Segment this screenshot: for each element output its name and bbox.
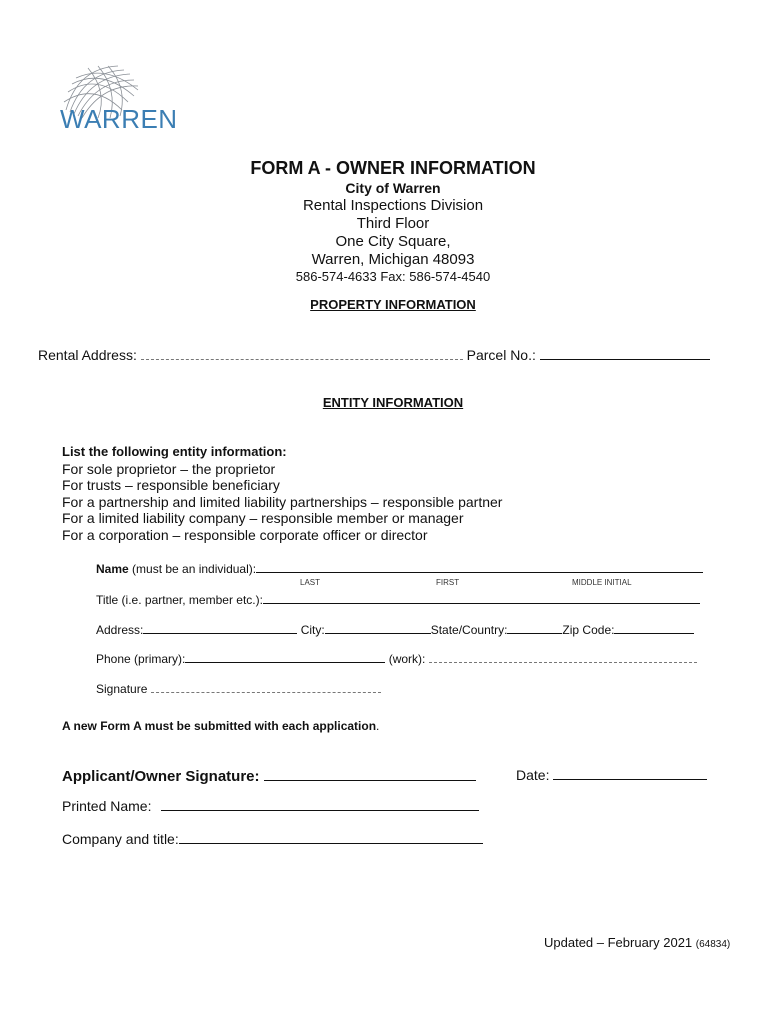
name-label: Name	[96, 562, 129, 576]
signature-field[interactable]	[151, 678, 381, 693]
company-title-field[interactable]	[179, 829, 483, 844]
phone-primary-label: Phone (primary):	[96, 652, 186, 666]
street-line: One City Square,	[335, 233, 451, 250]
zip-field[interactable]	[614, 619, 694, 634]
warren-logo	[58, 62, 223, 137]
form-title: FORM A - OWNER INFORMATION	[250, 158, 536, 178]
applicant-signature-row	[62, 764, 476, 785]
city-field[interactable]	[325, 619, 431, 634]
form-notice	[62, 719, 379, 733]
state-label: State/Country:	[430, 623, 508, 637]
phone-work-label: (work):	[388, 652, 426, 666]
list-item: For a limited liability company – responsible member or manager	[62, 510, 464, 526]
updated-text: Updated – February 2021	[544, 935, 693, 950]
division-name: Rental Inspections Division	[302, 197, 484, 214]
notice-text: A new Form A must be submitted with each application	[62, 719, 377, 733]
rental-address-field[interactable]	[141, 345, 463, 360]
sub-label-first: FIRST	[436, 578, 460, 587]
floor-line: Third Floor	[356, 215, 430, 232]
address-label: Address:	[96, 623, 144, 637]
rental-address-label: Rental Address:	[38, 347, 137, 363]
printed-name-field[interactable]	[161, 796, 479, 811]
footer-updated	[544, 935, 730, 950]
title-label: Title (i.e. partner, member etc.):	[96, 593, 263, 607]
company-title-label: Company and title:	[62, 831, 179, 847]
name-row	[96, 558, 703, 576]
list-item: For a partnership and limited liability partnerships – responsible partner	[62, 493, 503, 510]
city-name: City of Warren	[345, 180, 441, 196]
phone-fax-line: 586-574-4633 Fax: 586-574-4540	[295, 269, 491, 284]
notice-period: .	[376, 719, 380, 733]
applicant-signature-label: Applicant/Owner Signature:	[62, 768, 260, 785]
parcel-field[interactable]	[540, 345, 710, 360]
logo-wordmark: WARREN	[60, 104, 178, 134]
phone-work-field[interactable]	[429, 648, 697, 663]
parcel-label: Parcel No.:	[466, 347, 536, 363]
list-item: For a corporation – responsible corporate officer or director	[62, 526, 428, 543]
entity-heading: ENTITY INFORMATION	[322, 395, 464, 410]
sub-label-last: LAST	[300, 578, 321, 587]
entity-instructions	[62, 444, 502, 543]
list-item: For sole proprietor – the proprietor	[62, 460, 276, 477]
name-note: (must be an individual):	[128, 562, 257, 576]
printed-name-label: Printed Name:	[62, 798, 152, 814]
title-field[interactable]	[263, 589, 700, 604]
title-row	[96, 589, 700, 607]
printed-name-row	[62, 796, 479, 814]
zip-label: Zip Code:	[562, 623, 615, 637]
address-field[interactable]	[143, 619, 297, 634]
state-field[interactable]	[507, 619, 562, 634]
sub-label-middle: MIDDLE INITIAL	[572, 578, 632, 587]
property-heading: PROPERTY INFORMATION	[310, 297, 476, 312]
name-field[interactable]	[256, 558, 703, 573]
phone-row	[96, 648, 697, 666]
date-field[interactable]	[553, 765, 707, 780]
phone-primary-field[interactable]	[185, 648, 385, 663]
signature-label: Signature	[96, 682, 148, 696]
signature-row	[96, 678, 381, 696]
applicant-signature-field[interactable]	[264, 764, 476, 781]
form-code: (64834)	[695, 939, 731, 950]
list-item: For trusts – responsible beneficiary	[62, 477, 280, 493]
city-label: City:	[300, 623, 325, 637]
company-title-row	[62, 829, 483, 847]
address-row	[96, 619, 694, 637]
date-row	[516, 765, 707, 783]
citystate-line: Warren, Michigan 48093	[311, 251, 475, 268]
date-label: Date:	[516, 767, 550, 783]
rental-address-row	[38, 345, 710, 363]
list-heading: List the following entity information:	[62, 444, 287, 459]
